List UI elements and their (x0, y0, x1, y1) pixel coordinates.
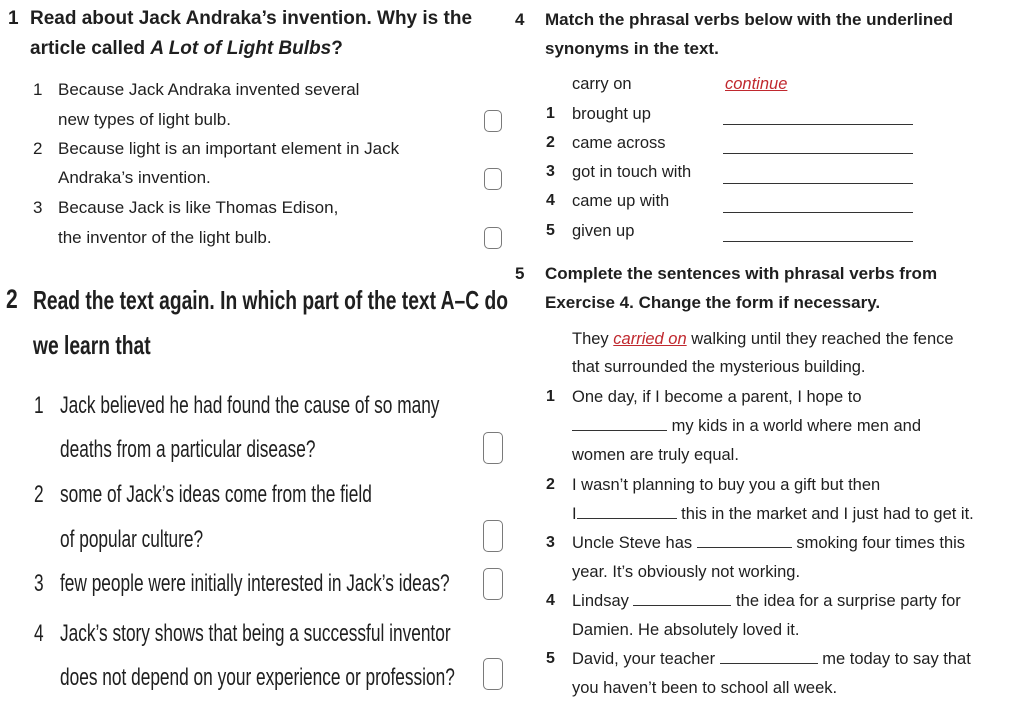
ex5-item-text: One day, if I become a parent, I hope to (572, 388, 862, 406)
answer-checkbox[interactable] (484, 227, 502, 249)
ex4-item-text: got in touch with (572, 163, 692, 181)
ex4-item-text: came across (572, 134, 666, 152)
exercise1-number: 1 (8, 8, 19, 29)
answer-checkbox[interactable] (483, 658, 503, 690)
ex5-item-text: Uncle Steve has smoking four times this (572, 534, 966, 552)
ex5-item-number: 3 (546, 534, 555, 551)
exercise4-heading-line2: synonyms in the text. (545, 39, 719, 58)
ex4-item-number: 1 (546, 105, 555, 122)
exercise2-heading-line2: we learn that (33, 330, 151, 360)
ex4-item-number: 2 (546, 134, 555, 151)
answer-line[interactable] (723, 183, 913, 184)
ex1-item-text: Because Jack Andraka invented several (58, 80, 360, 99)
answer-checkbox[interactable] (484, 110, 502, 132)
ex1-item-text: new types of light bulb. (58, 110, 231, 129)
ex1-item-text: Because light is an important element in Jack (58, 139, 400, 158)
ex5-item-text: year. It’s obviously not working. (572, 563, 801, 581)
ex2-item-text: does not depend on your experience or profession? (60, 664, 455, 691)
ex5-item-number: 4 (546, 592, 555, 609)
answer-blank[interactable] (572, 430, 667, 431)
ex1-item-number: 3 (33, 198, 43, 217)
ex5-item-text: I wasn’t planning to buy you a gift but then (572, 476, 881, 494)
exercise2-number: 2 (6, 284, 18, 314)
ex4-item-text: brought up (572, 105, 651, 123)
ex4-item-number: 3 (546, 163, 555, 180)
ex5-item-number: 5 (546, 650, 555, 667)
ex1-item-text: the inventor of the light bulb. (58, 228, 272, 247)
ex4-item-text: came up with (572, 192, 670, 210)
ex5-example-line2: that surrounded the mysterious building. (572, 358, 866, 376)
example-answer: continue (725, 75, 788, 93)
ex1-item-number: 2 (33, 139, 43, 158)
ex2-item-text: few people were initially interested in Jack’s ideas? (60, 570, 450, 597)
ex2-item-text: of popular culture? (60, 526, 204, 553)
ex5-item-text: women are truly equal. (572, 446, 739, 464)
ex2-item-text: some of Jack’s ideas come from the field (60, 481, 372, 508)
exercise4-number: 4 (515, 10, 525, 29)
exercise1-heading-line1: Read about Jack Andraka’s invention. Why is the (30, 8, 473, 29)
ex5-item-number: 2 (546, 476, 555, 493)
ex5-item-text: my kids in a world where men and (572, 417, 921, 436)
exercise1-heading-line2: article called A Lot of Light Bulbs? (30, 38, 343, 59)
article-title: A Lot of Light Bulbs (150, 38, 332, 59)
exercise5-number: 5 (515, 264, 525, 283)
ex2-item-number: 3 (34, 570, 44, 597)
ex5-item-text: Damien. He absolutely loved it. (572, 621, 800, 639)
ex5-item-text: David, your teacher me today to say that (572, 650, 971, 668)
answer-checkbox[interactable] (483, 520, 503, 552)
example-verb: carry on (572, 75, 632, 93)
answer-line[interactable] (723, 241, 913, 242)
exercise5-heading-line2: Exercise 4. Change the form if necessary. (545, 293, 881, 312)
ex1-item-number: 1 (33, 80, 43, 99)
ex5-item-text: you haven’t been to school all week. (572, 679, 838, 697)
answer-checkbox[interactable] (483, 432, 503, 464)
answer-checkbox[interactable] (484, 168, 502, 190)
ex2-item-number: 1 (34, 392, 44, 419)
ex5-item-text: Lindsay the idea for a surprise party for (572, 592, 961, 610)
ex4-item-number: 4 (546, 192, 555, 209)
answer-blank[interactable] (633, 605, 731, 606)
ex5-item-text: I this in the market and I just had to get it. (572, 505, 974, 523)
ex5-item-number: 1 (546, 388, 555, 405)
exercise5-heading-line1: Complete the sentences with phrasal verbs from (545, 264, 938, 283)
ex2-item-text: deaths from a particular disease? (60, 436, 316, 463)
answer-checkbox[interactable] (483, 568, 503, 600)
ex2-item-text: Jack believed he had found the cause of so many (60, 392, 440, 419)
answer-blank[interactable] (577, 518, 677, 519)
example-answer: carried on (613, 330, 687, 348)
ex1-item-text: Because Jack is like Thomas Edison, (58, 198, 339, 217)
ex4-item-number: 5 (546, 222, 555, 239)
ex2-item-number: 2 (34, 481, 44, 508)
ex4-item-text: given up (572, 222, 635, 240)
answer-line[interactable] (723, 212, 913, 213)
ex5-example-line1: They carried on walking until they reached the fence (572, 330, 954, 348)
exercise2-heading-line1: Read the text again. In which part of the text A–C do (33, 285, 508, 315)
right-column (515, 0, 1024, 709)
ex2-item-number: 4 (34, 620, 44, 647)
answer-line[interactable] (723, 153, 913, 154)
ex1-item-text: Andraka’s invention. (58, 168, 211, 187)
exercise4-heading-line1: Match the phrasal verbs below with the underlined (545, 10, 954, 29)
answer-line[interactable] (723, 124, 913, 125)
ex2-item-text: Jack’s story shows that being a successful inventor (60, 620, 451, 647)
answer-blank[interactable] (697, 547, 792, 548)
answer-blank[interactable] (720, 663, 818, 664)
